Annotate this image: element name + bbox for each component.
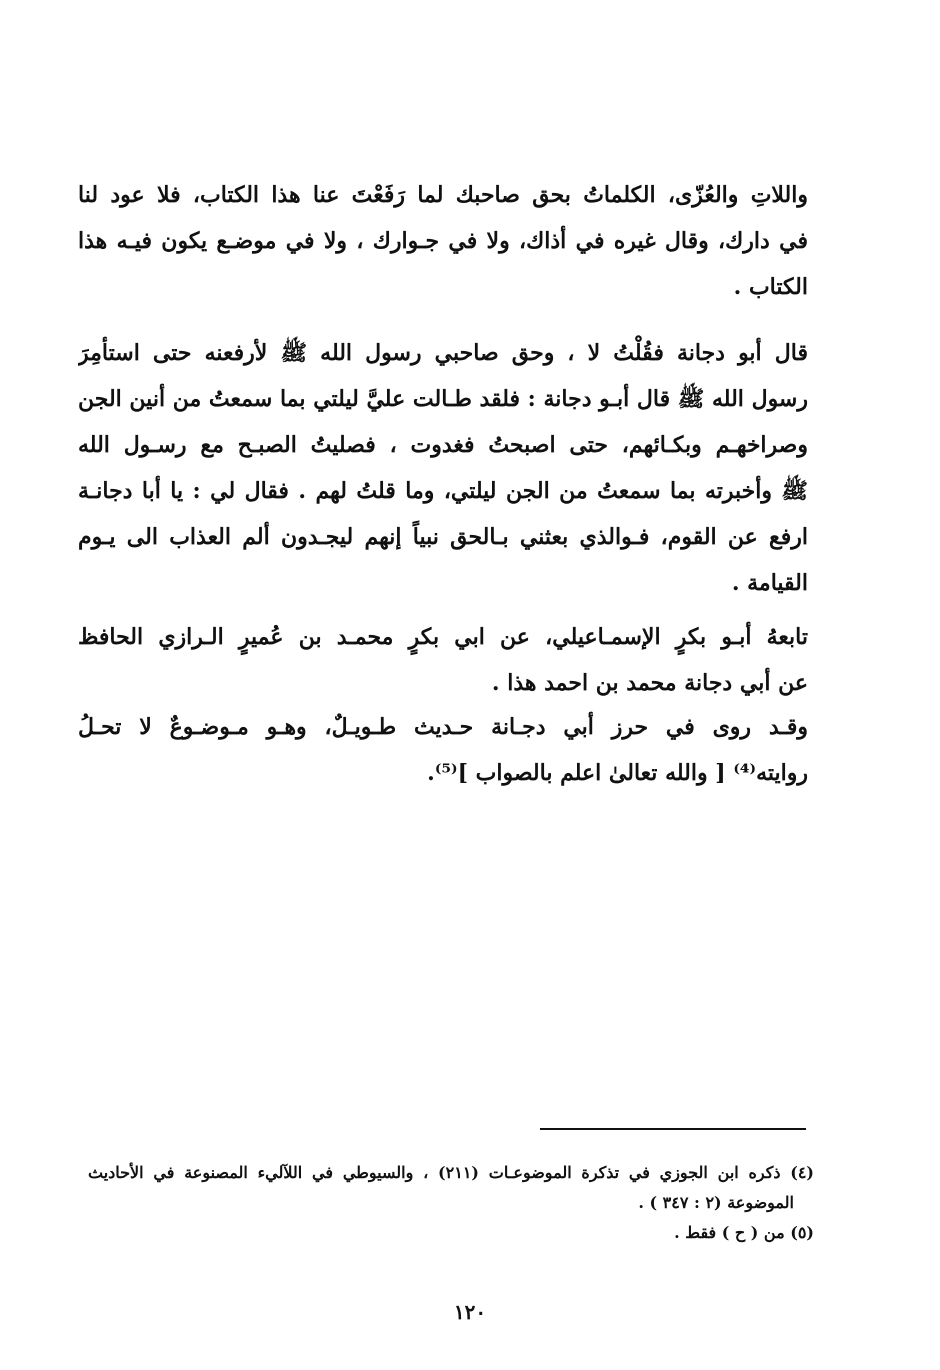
paragraph-2 — [78, 330, 808, 606]
paragraph-1 — [78, 172, 808, 310]
text-line: في دارك، وقال غيره في أذاك، ولا في جـوارك ، ولا في موضـع يكون فيـه هذا — [78, 228, 808, 254]
text-line: الكتاب . — [733, 274, 808, 300]
text-line: قال أبو دجانة فقُلْتُ لا ، وحق صاحبي رسول الله ﷺ لأرفعنه حتى استأمِرَ — [78, 340, 808, 366]
text-line: واللاتِ والعُزّى، الكلماتُ بحق صاحبك لما رَفَعْتَ عنا هذا الكتاب، فلا عود لنا — [78, 182, 808, 208]
text-line: تابعهُ أبـو بكرٍ الإسمـاعيلي، عن ابي بكرٍ محمـد بن عُميرٍ الـرازي الحافظ — [78, 624, 808, 650]
footnote-divider — [540, 1128, 806, 1130]
text-line: وقـد روى في حرز أبي دجـانة حـديث طـويـلٌ، وهـو مـوضـوعٌ لا تحـلُ — [78, 714, 808, 740]
footnote-4-line-2: الموضوعة (٢ : ٣٤٧ ) . — [638, 1193, 794, 1212]
text-line: عن أبي دجانة محمد بن احمد هذا . — [491, 670, 808, 696]
text-line: رسول الله ﷺ قال أبـو دجانة : فلقد طـالت عليَّ ليلتي بما سمعتُ من أنين الجن — [78, 386, 808, 412]
text-line: ارفع عن القوم، فـوالذي بعثني بـالحق نبياً إنهم ليجـدون ألم العذاب الى يـوم — [78, 524, 808, 550]
paragraph-4 — [78, 704, 808, 796]
text-line: القيامة . — [731, 570, 808, 596]
paragraph-3 — [78, 614, 808, 706]
footnote-4-line-1: (٤) ذكره ابن الجوزي في تذكرة الموضوعـات (٢١١) ، والسيوطي في اللآليء المصنوعة في الأحاديث — [88, 1163, 814, 1182]
text-line: وصراخهـم وبكـائهم، حتى اصبحتُ فغدوت ، فصليتُ الصبـح مع رسـول الله — [78, 432, 808, 458]
footnotes — [88, 1158, 814, 1248]
text-line: ﷺ وأخبرته بما سمعتُ من الجن ليلتي، وما قلتُ لهم . فقال لي : يا أبا دجانـة — [78, 478, 808, 504]
text-line: روايته⁽⁴⁾ [ والله تعالىٰ اعلم بالصواب ]⁽⁵⁾. — [427, 760, 808, 786]
page-number: ١٢٠ — [453, 1300, 487, 1324]
footnote-5: (٥) من ( ح ) فقط . — [674, 1223, 814, 1242]
